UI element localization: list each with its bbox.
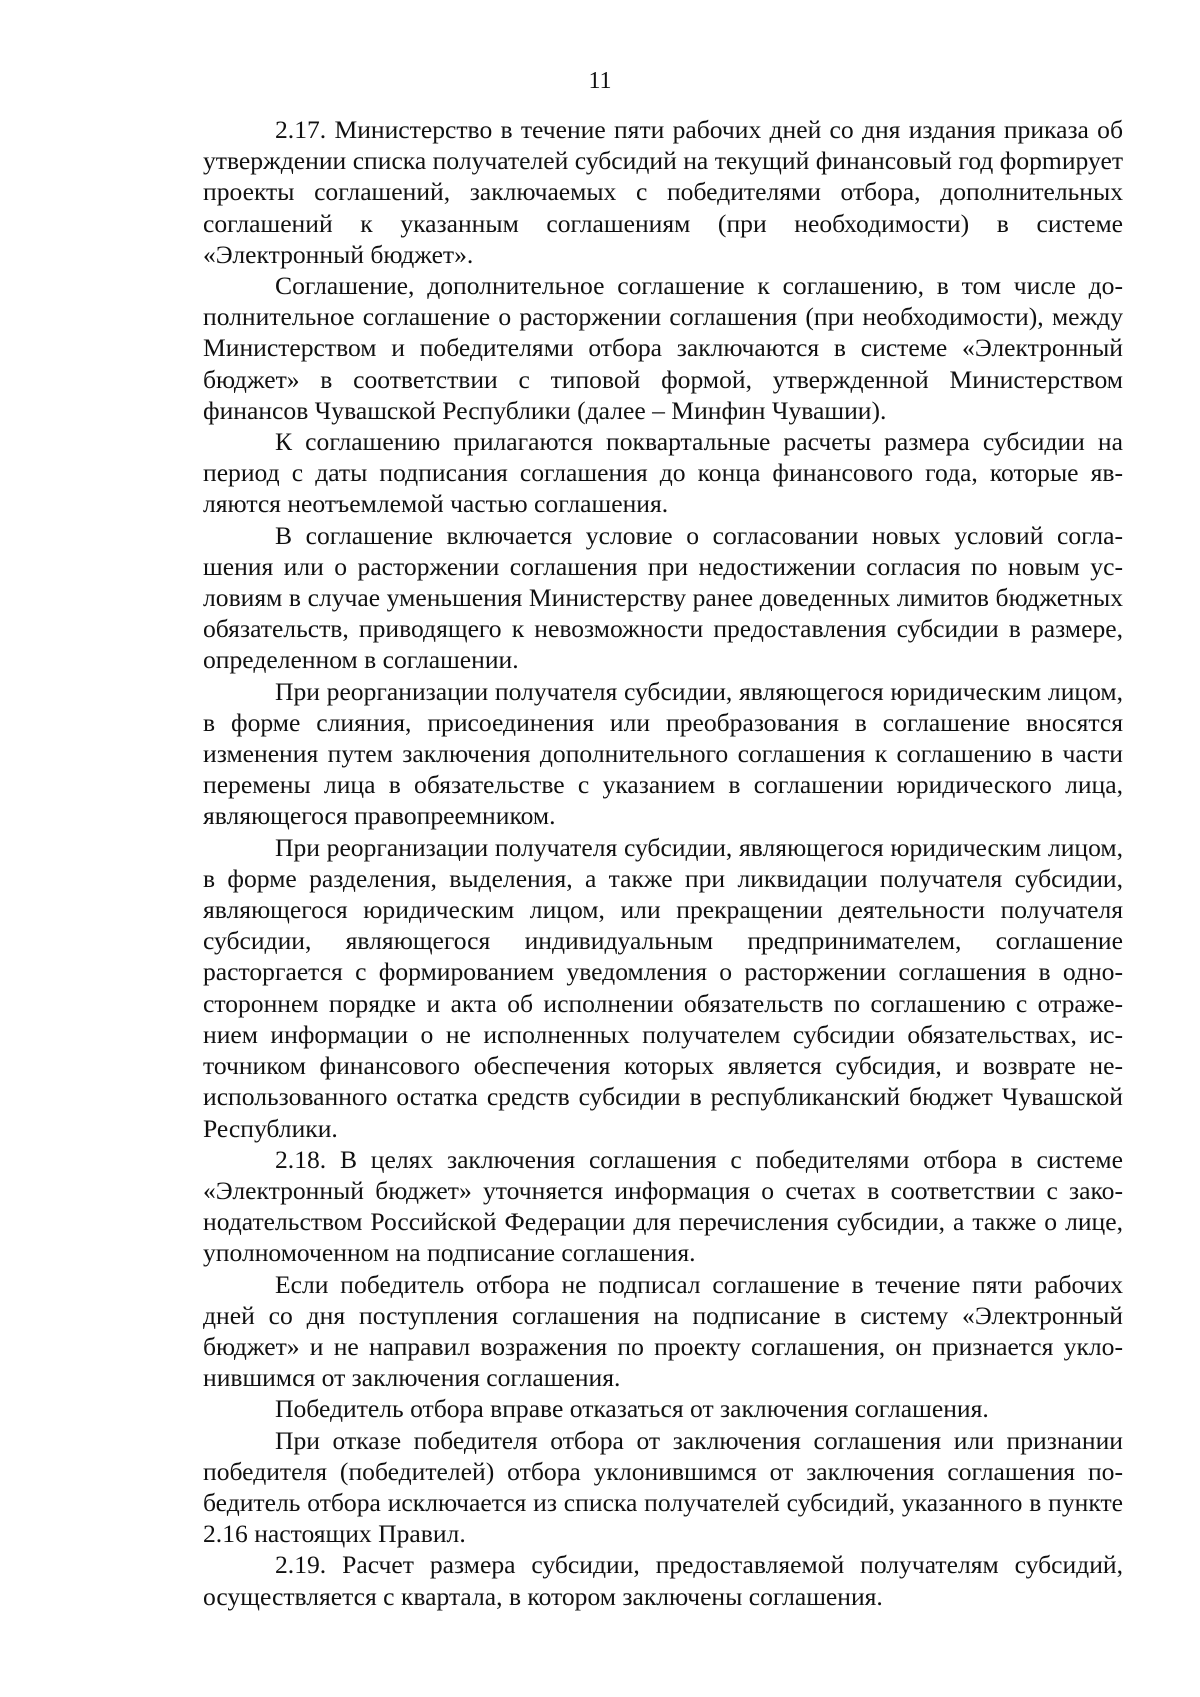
paragraph: При реорганизации получателя субсидии, являющегося юридическим лицом, в форме разделения, выделения, а также при ликвидации получателя субсидии, являющегося юридическим лицом, или прекращении деятельности получателя субсидии, являющегося индивидуальным предпринимателем, соглашение расторгается с формированием уведомления о расторжении соглашения в одностороннем порядке и акта об исполнении обязательств по соглашению с отражением информации о не исполненных получателем субсидии обязательствах, источником финансового обеспечения которых является субсидия, и возврате неиспользованного остатка средств субсидии в республиканский бюджет Чувашской Республики.	[203, 832, 1123, 1143]
paragraph: Если победитель отбора не подписал соглашение в течение пяти рабочих дней со дня поступления соглашения на подписание в систему «Электронный бюджет» и не направил возражения по проекту соглашения, он признается уклонившимся от заключения соглашения.	[203, 1269, 1123, 1393]
paragraph: Соглашение, дополнительное соглашение к соглашению, в том числе дополнительное соглашение о расторжении соглашения (при необходимости), между Министерством и победителями отбора заключаются в системе «Электронный бюджет» в соответствии с типовой формой, утвержденной Министерством финансов Чувашской Республики (далее – Минфин Чувашии).	[203, 271, 1123, 425]
paragraph: 2.17. Министерство в течение пяти рабочих дней со дня издания приказа об утверждении списка получателей субсидий на текущий финансовый год форmирует проекты соглашений, заключаемых с победителями отбора, дополнительных соглашений к указанным соглашениям (при необходимости) в системе «Электронный бюджет».	[203, 115, 1123, 269]
paragraph: К соглашению прилагаются поквартальные расчеты размера субсидии на период с даты подписания соглашения до конца финансового года, которые являются неотъемлемой частью соглашения.	[203, 427, 1123, 519]
page-number: 11	[588, 68, 612, 94]
paragraph: В соглашение включается условие о согласовании новых условий соглашения или о расторжении соглашения при недостижении согласия по новым условиям в случае уменьшения Министерству ранее доведенных лимитов бюджетных обязательств, приводящего к невозможности предоставления субсидии в размере, определенном в соглашении.	[203, 520, 1123, 675]
paragraph: 2.18. В целях заключения соглашения с победителями отбора в системе «Электронный бюджет» уточняется информация о счетах в соответствии с законодательством Российской Федерации для перечисления субсидии, а также о лице, уполномоченном на подписание соглашения.	[203, 1144, 1123, 1268]
paragraph: При реорганизации получателя субсидии, являющегося юридическим лицом, в форме слияния, присоединения или преобразования в соглашение вносятся изменения путем заключения дополнительного соглашения к соглашению в части перемены лица в обязательстве с указанием в соглашении юридического лица, являющегося правопреемником.	[203, 676, 1123, 831]
paragraph: 2.19. Расчет размера субсидии, предоставляемой получателям субсидий, осуществляется с квартала, в котором заключены соглашения.	[203, 1550, 1123, 1611]
paragraph: Победитель отбора вправе отказаться от заключения соглашения.	[275, 1394, 989, 1424]
document-body	[203, 114, 1123, 1612]
paragraph: При отказе победителя отбора от заключения соглашения или признании победителя (победителей) отбора уклонившимся от заключения соглашения победитель отбора исключается из списка получателей субсидий, указанного в пункте 2.16 настоящих Правил.	[203, 1425, 1123, 1549]
